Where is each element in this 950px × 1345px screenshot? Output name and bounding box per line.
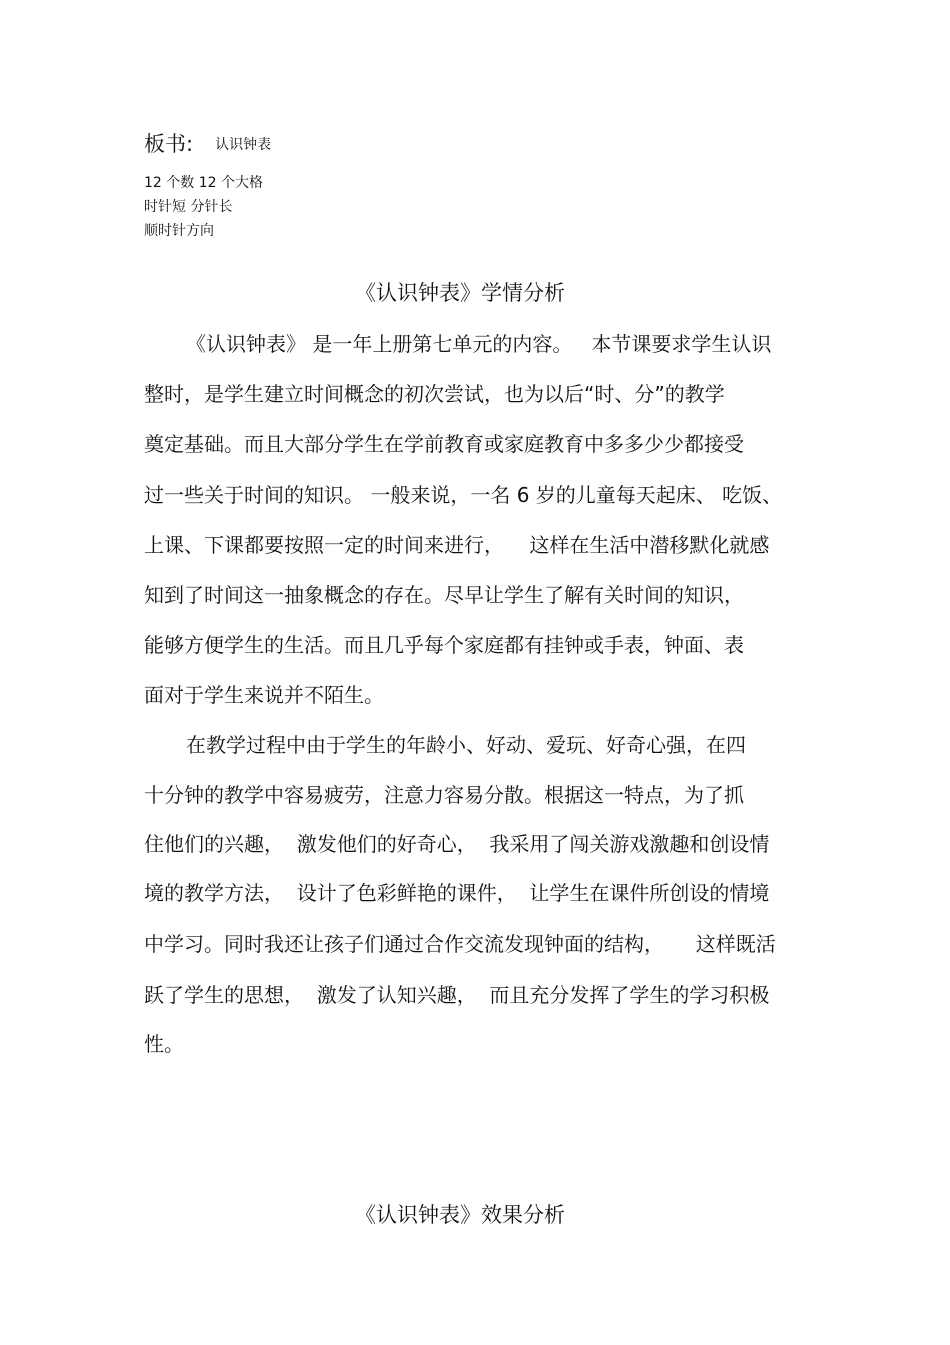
paragraph1-line: 上课、下课都要按照一定的时间来进行， 这样在生活中潜移默化就感 xyxy=(144,533,770,557)
paragraph1-line: 奠定基础。而且大部分学生在学前教育或家庭教育中多多少少都接受 xyxy=(144,432,744,456)
paragraph1-line: 《认识钟表》 是一年上册第七单元的内容。 本节课要求学生认识 xyxy=(186,332,772,356)
paragraph2-line: 性。 xyxy=(144,1032,184,1056)
board-line: 顺时针方向 xyxy=(144,223,214,239)
board-line: 12 个数 12 个大格 xyxy=(144,175,263,191)
paragraph2-line: 跃了学生的思想， 激发了认知兴趣， 而且充分发挥了学生的学习积极 xyxy=(144,983,770,1007)
paragraph2-line: 境的教学方法， 设计了色彩鲜艳的课件， 让学生在课件所创设的情境 xyxy=(144,881,770,905)
board-heading xyxy=(144,128,271,158)
paragraph2-line: 十分钟的教学中容易疲劳，注意力容易分散。根据这一特点，为了抓 xyxy=(144,783,744,807)
paragraph2-line: 住他们的兴趣， 激发他们的好奇心， 我采用了闯关游戏激趣和创设情 xyxy=(144,832,770,856)
paragraph1-line: 整时，是学生建立时间概念的初次尝试，也为以后“时、分”的教学 xyxy=(144,382,725,406)
board-label: 板书: xyxy=(144,132,194,156)
paragraph1-line: 知到了时间这一抽象概念的存在。尽早让学生了解有关时间的知识， xyxy=(144,583,744,607)
paragraph1-line: 过一些关于时间的知识。 一般来说，一名 6 岁的儿童每天起床、 吃饭、 xyxy=(144,483,783,507)
paragraph2-line: 在教学过程中由于学生的年龄小、好动、爱玩、好奇心强，在四 xyxy=(186,733,746,757)
paragraph1-line: 能够方便学生的生活。而且几乎每个家庭都有挂钟或手表，钟面、表 xyxy=(144,633,744,657)
analysis-title: 《认识钟表》学情分析 xyxy=(355,281,565,305)
board-topic: 认识钟表 xyxy=(215,137,272,153)
board-line: 时针短 分针长 xyxy=(144,199,233,215)
effect-title: 《认识钟表》效果分析 xyxy=(355,1203,565,1227)
paragraph2-line: 中学习。同时我还让孩子们通过合作交流发现钟面的结构， 这样既活 xyxy=(144,932,776,956)
paragraph1-line: 面对于学生来说并不陌生。 xyxy=(144,683,384,707)
